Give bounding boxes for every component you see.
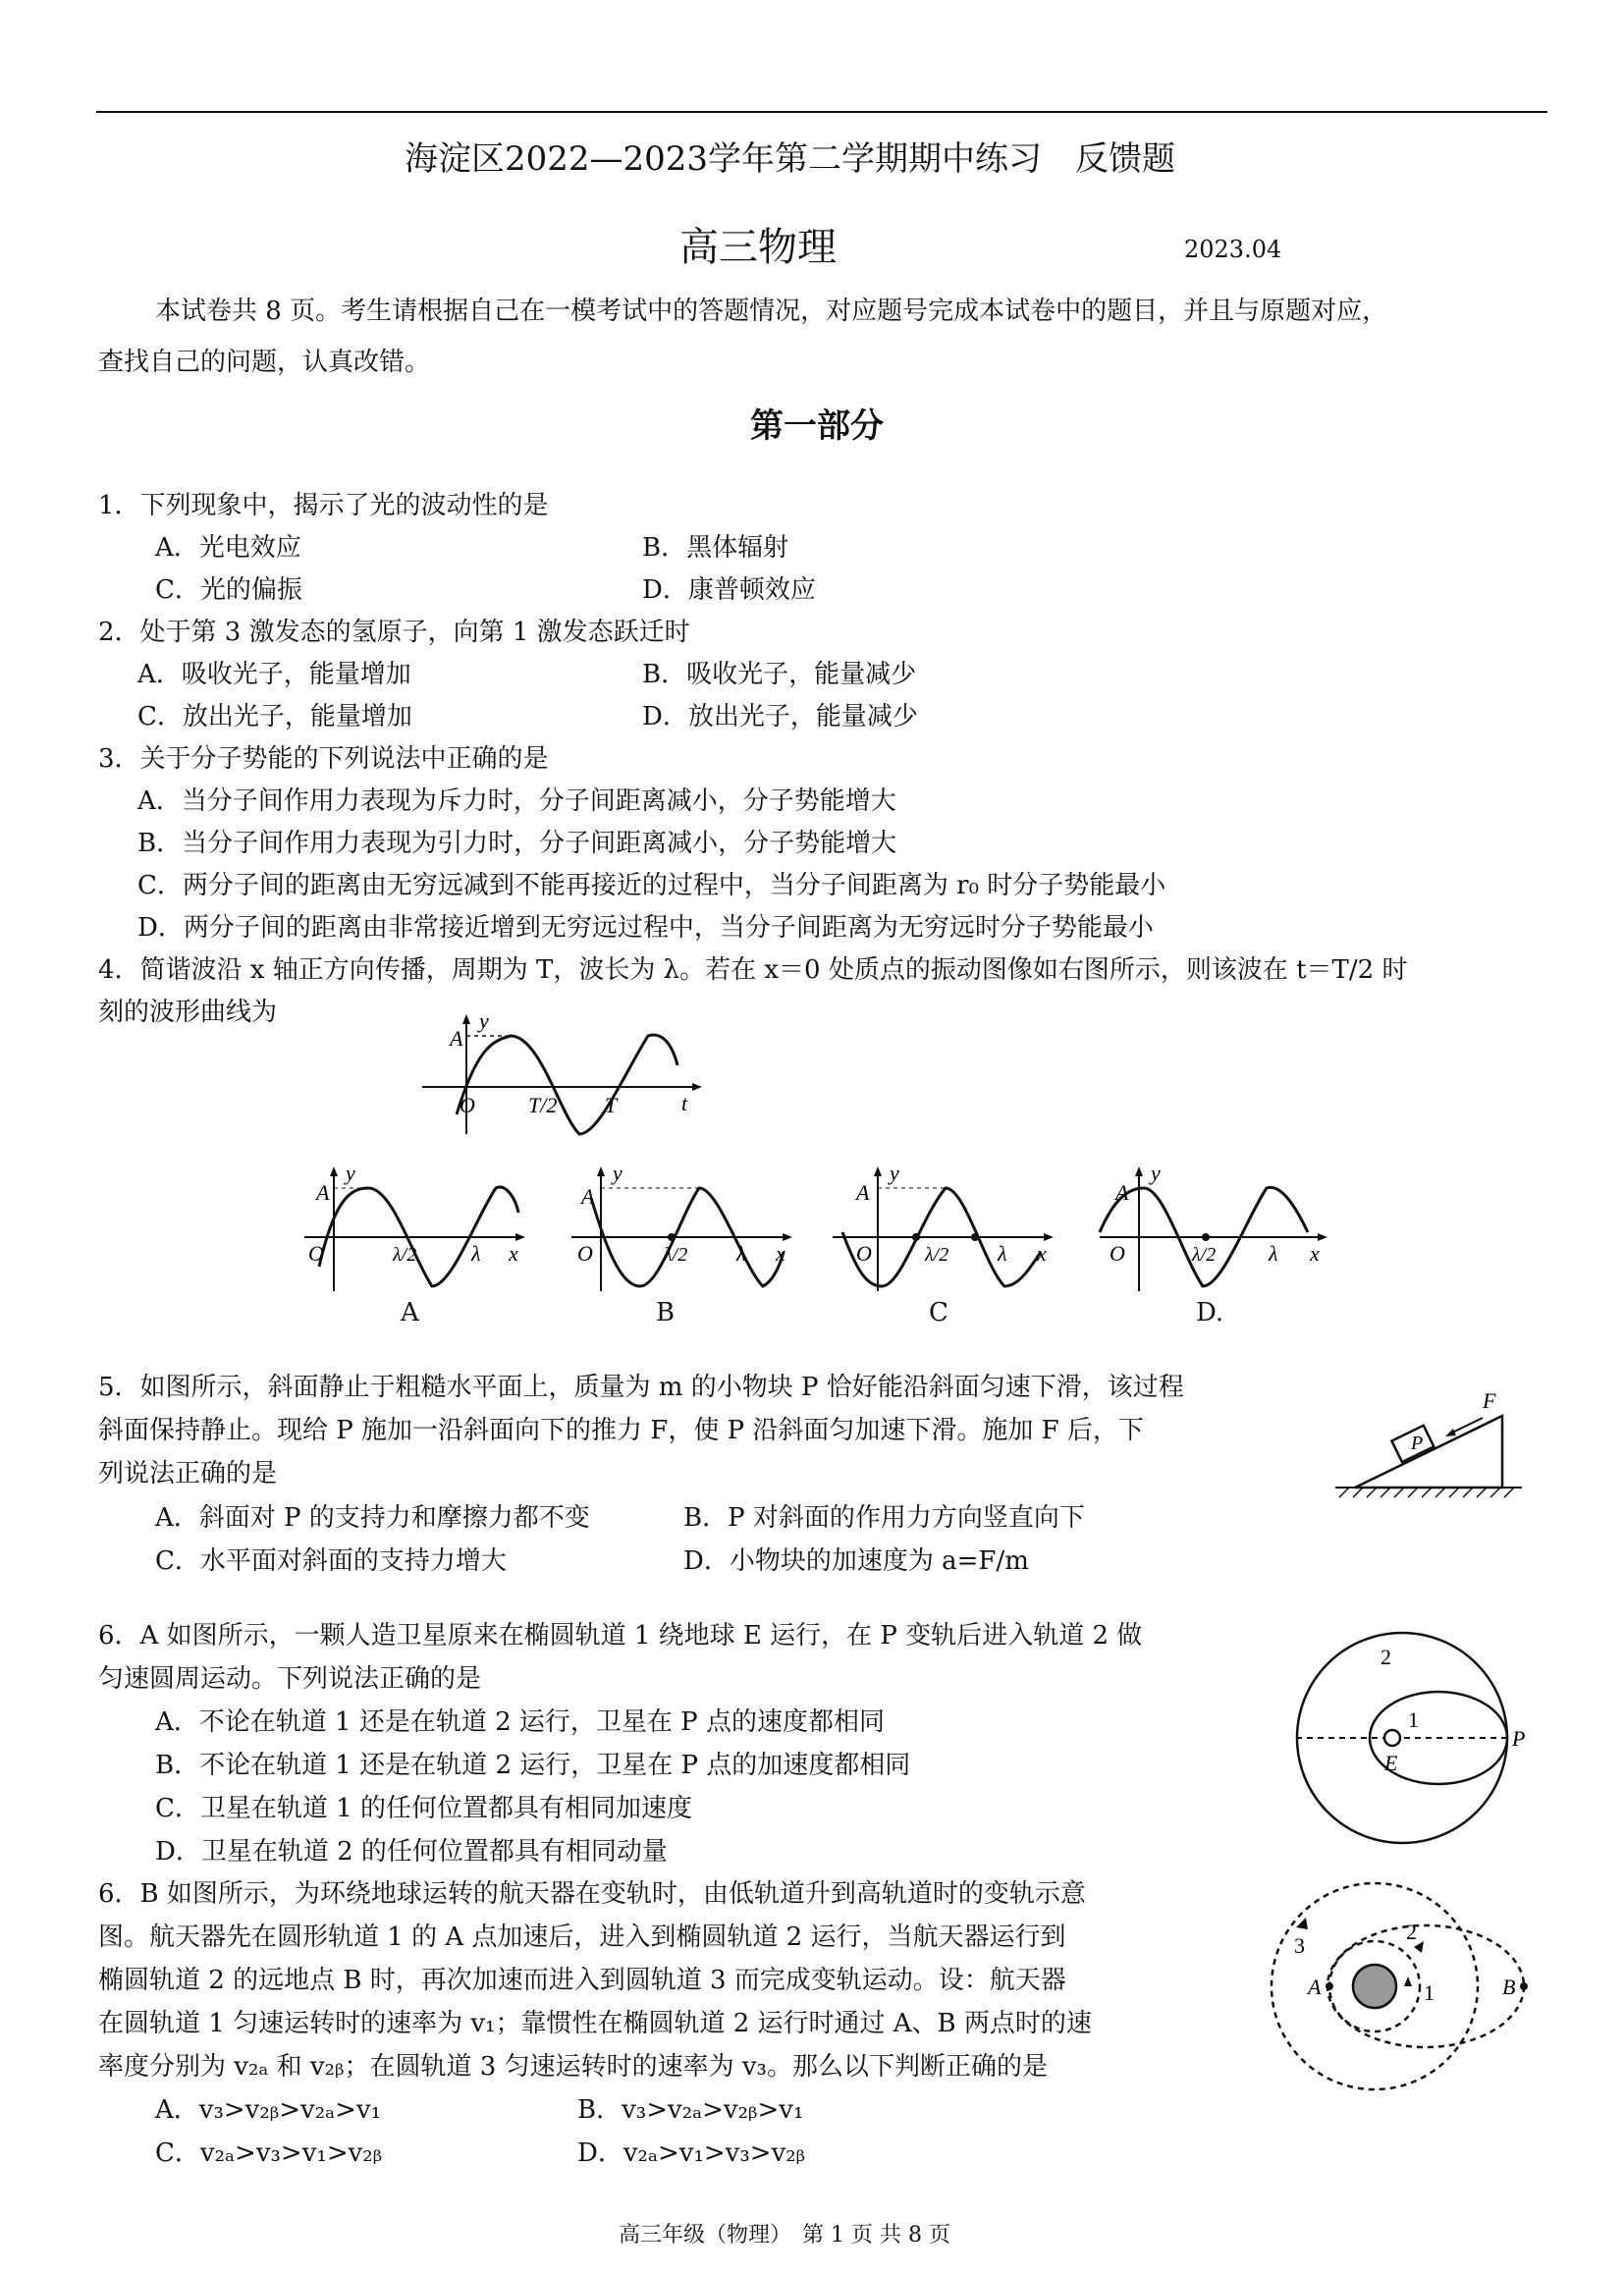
label-o: O <box>856 1241 872 1266</box>
label-lambda-half: λ/2 <box>664 1244 688 1266</box>
q6a-option-a: A．不论在轨道 1 还是在轨道 2 运行，卫星在 P 点的速度都相同 <box>155 1707 885 1737</box>
q6b-orbit-figure <box>1267 1870 1532 2096</box>
q4-option-b-graph <box>562 1159 797 1306</box>
label-lambda-half: λ/2 <box>925 1244 949 1266</box>
label-o: O <box>1110 1241 1125 1266</box>
q6a-option-c: C．卫星在轨道 1 的任何位置都具有相同加速度 <box>155 1794 692 1823</box>
label-y: y <box>613 1161 623 1185</box>
q5-option-c: C．水平面对斜面的支持力增大 <box>155 1546 507 1576</box>
q4-option-c-graph <box>823 1159 1058 1306</box>
label-lambda-half: λ/2 <box>393 1244 417 1266</box>
q6b-line-4: 在圆轨道 1 匀速运转时的速率为 v₁；靠惯性在椭圆轨道 2 运行时通过 A、B 两点时的速 <box>98 2009 1092 2038</box>
q1-option-c: C．光的偏振 <box>155 575 302 605</box>
q5-incline-figure <box>1326 1384 1542 1512</box>
label-a: A <box>581 1184 595 1209</box>
q4-option-label-b: B <box>656 1298 676 1327</box>
exam-title: 海淀区2022—2023学年第二学期期中练习 反馈题 <box>405 139 1176 179</box>
label-b: B <box>1502 1975 1516 1999</box>
label-o: O <box>308 1241 324 1266</box>
q6a-orbit-figure <box>1286 1625 1532 1851</box>
exam-date: 2023.04 <box>1184 236 1282 263</box>
earth <box>1353 1965 1396 2008</box>
q1-option-d: D．康普顿效应 <box>642 575 816 605</box>
label-e: E <box>1384 1751 1398 1775</box>
label-a: A <box>1115 1180 1129 1205</box>
q6b-option-c: C．v₂ₐ>v₃>v₁>v₂ᵦ <box>155 2139 383 2168</box>
label-orbit-1: 1 <box>1424 1980 1435 2005</box>
q4-option-label-d: D. <box>1196 1298 1224 1327</box>
label-x: x <box>1310 1241 1320 1266</box>
q4-stem-1: 4．简谐波沿 x 轴正方向传播，周期为 T，波长为 λ。若在 x＝0 处质点的振动图像如右图所示，则该波在 t＝T/2 时 <box>98 955 1408 985</box>
q6b-line-1: 6．B 如图所示，为环绕地球运转的航天器在变轨时，由低轨道升到高轨道时的变轨示意 <box>98 1879 1086 1909</box>
q6b-line-5: 率度分别为 v₂ₐ 和 v₂ᵦ；在圆轨道 3 匀速运转时的速率为 v₃。那么以下判断正确的是 <box>98 2052 1048 2082</box>
q2-option-c: C．放出光子，能量增加 <box>137 702 412 731</box>
label-y: y <box>479 1008 489 1033</box>
label-orbit-3: 3 <box>1294 1933 1305 1958</box>
part-title: 第一部分 <box>750 406 884 446</box>
q5-line-2: 斜面保持静止。现给 P 施加一沿斜面向下的推力 F，使 P 沿斜面匀加速下滑。施加 F 后，下 <box>98 1416 1144 1445</box>
q6a-line-1: 6．A 如图所示，一颗人造卫星原来在椭圆轨道 1 绕地球 E 运行，在 P 变轨后进入轨道 2 做 <box>98 1621 1143 1651</box>
q6b-option-d: D．v₂ₐ>v₁>v₃>v₂ᵦ <box>577 2139 806 2168</box>
label-x: x <box>776 1241 785 1266</box>
q6b-line-3: 椭圆轨道 2 的远地点 B 时，再次加速而进入到圆轨道 3 而完成变轨运动。设：航天器 <box>98 1966 1066 1995</box>
earth <box>1384 1730 1400 1746</box>
q1-option-a: A．光电效应 <box>155 533 301 563</box>
vibration-curve <box>457 1035 677 1134</box>
label-t-period: T <box>605 1093 618 1117</box>
q4-vibration-graph <box>412 1006 707 1144</box>
label-a: A <box>1308 1975 1322 1999</box>
q6a-line-2: 匀速圆周运动。下列说法正确的是 <box>98 1664 482 1694</box>
q1-stem: 1．下列现象中，揭示了光的波动性的是 <box>98 491 549 520</box>
q2-option-b: B．吸收光子，能量减少 <box>642 660 917 689</box>
intro-line-2: 查找自己的问题，认真改错。 <box>98 348 431 377</box>
page-footer: 高三年级（物理） 第 1 页 共 8 页 <box>619 2223 950 2247</box>
q4-option-label-a: A <box>401 1298 419 1327</box>
q5-option-b: B．P 对斜面的作用力方向竖直向下 <box>683 1503 1085 1533</box>
q6a-option-b: B．不论在轨道 1 还是在轨道 2 运行，卫星在 P 点的加速度都相同 <box>155 1751 911 1780</box>
q6b-line-2: 图。航天器先在圆形轨道 1 的 A 点加速后，进入到椭圆轨道 2 运行，当航天器运行到 <box>98 1922 1066 1952</box>
label-orbit-2: 2 <box>1406 1920 1417 1944</box>
q5-line-3: 列说法正确的是 <box>98 1459 278 1489</box>
label-lambda: λ <box>1269 1241 1278 1266</box>
q5-line-1: 5．如图所示，斜面静止于粗糙水平面上，质量为 m 的小物块 P 恰好能沿斜面匀速下滑，该过程 <box>98 1373 1184 1402</box>
label-y: y <box>346 1161 355 1185</box>
header-rule <box>96 111 1547 113</box>
q5-option-d: D．小物块的加速度为 a=F/m <box>683 1546 1029 1576</box>
label-o: O <box>577 1241 593 1266</box>
label-a: A <box>450 1026 463 1051</box>
label-y: y <box>1151 1161 1161 1185</box>
q2-stem: 2．处于第 3 激发态的氢原子，向第 1 激发态跃迁时 <box>98 618 690 647</box>
label-orbit-2: 2 <box>1380 1645 1391 1669</box>
q4-option-label-c: C <box>929 1298 948 1327</box>
q3-option-d: D．两分子间的距离由非常接近增到无穷远过程中，当分子间距离为无穷远时分子势能最小 <box>137 913 1154 943</box>
label-a: A <box>316 1180 330 1205</box>
label-p: P <box>1411 1433 1424 1454</box>
q4-option-d-graph <box>1090 1159 1335 1306</box>
q5-option-a: A．斜面对 P 的支持力和摩擦力都不变 <box>155 1503 590 1533</box>
q1-option-b: B．黑体辐射 <box>642 533 789 563</box>
q3-stem: 3．关于分子势能的下列说法中正确的是 <box>98 744 549 774</box>
label-x: x <box>509 1241 518 1266</box>
subject-title: 高三物理 <box>679 225 837 270</box>
label-o: O <box>460 1093 475 1117</box>
label-t2: T/2 <box>528 1093 558 1117</box>
q6b-option-a: A．v₃>v₂ᵦ>v₂ₐ>v₁ <box>155 2095 382 2125</box>
label-orbit-1: 1 <box>1408 1707 1419 1732</box>
label-lambda: λ <box>998 1241 1007 1266</box>
q3-option-a: A．当分子间作用力表现为斥力时，分子间距离减小，分子势能增大 <box>137 786 896 816</box>
label-p: P <box>1512 1726 1526 1751</box>
point-b <box>1520 1982 1528 1990</box>
q3-option-b: B．当分子间作用力表现为引力时，分子间距离减小，分子势能增大 <box>137 829 897 858</box>
label-t-axis: t <box>681 1091 688 1115</box>
incline <box>1355 1416 1502 1488</box>
point-a <box>1326 1982 1333 1990</box>
q4-option-a-graph <box>295 1159 530 1306</box>
label-lambda: λ <box>736 1241 746 1266</box>
label-lambda-half: λ/2 <box>1192 1244 1217 1266</box>
q6a-option-d: D．卫星在轨道 2 的任何位置都具有相同动量 <box>155 1837 668 1867</box>
q3-option-c: C．两分子间的距离由无穷远减到不能再接近的过程中，当分子间距离为 r₀ 时分子势能最小 <box>137 871 1166 900</box>
label-x: x <box>1037 1241 1047 1266</box>
label-lambda: λ <box>471 1241 481 1266</box>
q2-option-d: D．放出光子，能量减少 <box>642 702 918 731</box>
q2-option-a: A．吸收光子，能量增加 <box>137 660 411 689</box>
label-y: y <box>890 1161 899 1185</box>
label-a: A <box>856 1180 870 1205</box>
q4-stem-2: 刻的波形曲线为 <box>98 998 278 1027</box>
label-f: F <box>1483 1388 1496 1413</box>
intro-line-1: 本试卷共 8 页。考生请根据自己在一模考试中的答题情况，对应题号完成本试卷中的题目，并且与原题对应， <box>155 297 1388 326</box>
q6b-option-b: B．v₃>v₂ₐ>v₂ᵦ>v₁ <box>577 2095 804 2125</box>
